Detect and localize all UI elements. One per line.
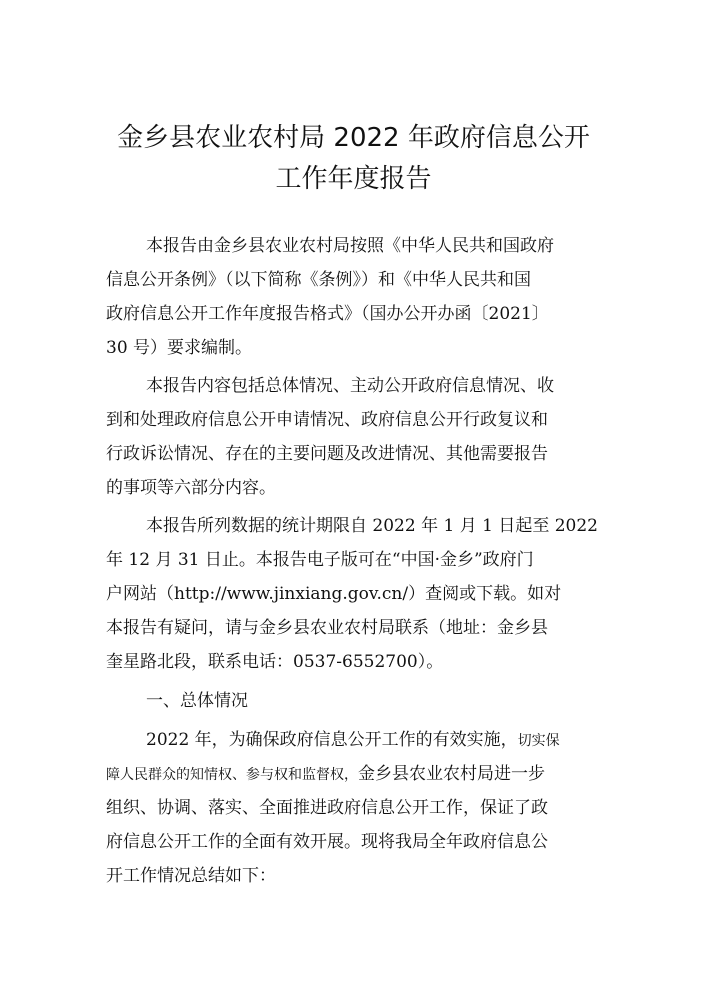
paragraph-3-line-1: 本报告所列数据的统计期限自 2022 年 1 月 1 日起至 2022 <box>146 516 598 536</box>
paragraph-4-line-5: 开工作情况总结如下： <box>106 866 276 886</box>
paragraph-4-line-3: 组织、协调、落实、全面推进政府信息公开工作，保证了政 <box>106 798 548 818</box>
paragraph-3-line-2: 年 12 月 31 日止。本报告电子版可在“中国·金乡”政府门 <box>106 550 534 570</box>
paragraph-1-line-4: 30 号）要求编制。 <box>106 338 253 358</box>
paragraph-4-line-2-small: 障人民群众的知情权、参与权和监督权， <box>106 767 358 783</box>
section-heading-overview: 一、总体情况 <box>146 691 248 711</box>
paragraph-3-line-4: 本报告有疑问，请与金乡县农业农村局联系（地址：金乡县 <box>106 618 548 638</box>
paragraph-2-line-4: 的事项等六部分内容。 <box>106 478 276 498</box>
paragraph-2-line-3: 行政诉讼情况、存在的主要问题及改进情况、其他需要报告 <box>106 444 548 464</box>
paragraph-3-line-5: 奎星路北段，联系电话：0537-6552700）。 <box>106 652 444 672</box>
paragraph-4-line-2-main: 金乡县农业农村局进一步 <box>358 764 545 784</box>
document-title-line-2: 工作年度报告 <box>275 164 432 194</box>
paragraph-4-line-2 <box>106 761 614 787</box>
paragraph-4-line-4: 府信息公开工作的全面有效开展。现将我局全年政府信息公 <box>106 832 548 852</box>
paragraph-4-line-1 <box>146 727 614 753</box>
paragraph-1-line-1: 本报告由金乡县农业农村局按照《中华人民共和国政府 <box>146 236 554 256</box>
paragraph-2-line-2: 到和处理政府信息公开申请情况、政府信息公开行政复议和 <box>106 410 548 430</box>
paragraph-4-line-1-small: 切实保 <box>517 733 560 749</box>
paragraph-2-line-1: 本报告内容包括总体情况、主动公开政府信息情况、收 <box>146 376 554 396</box>
paragraph-1-line-2: 信息公开条例》（以下简称《条例》）和《中华人民共和国 <box>106 270 531 290</box>
document-title-line-1: 金乡县农业农村局 2022 年政府信息公开 <box>117 123 590 153</box>
paragraph-1-line-3: 政府信息公开工作年度报告格式》（国办公开办函〔2021〕 <box>106 304 549 324</box>
paragraph-4-line-1-main: 2022 年，为确保政府信息公开工作的有效实施， <box>146 730 518 750</box>
paragraph-3-line-3: 户网站（http://www.jinxiang.gov.cn/）查阅或下载。如对 <box>106 584 562 604</box>
document-title <box>0 118 707 200</box>
